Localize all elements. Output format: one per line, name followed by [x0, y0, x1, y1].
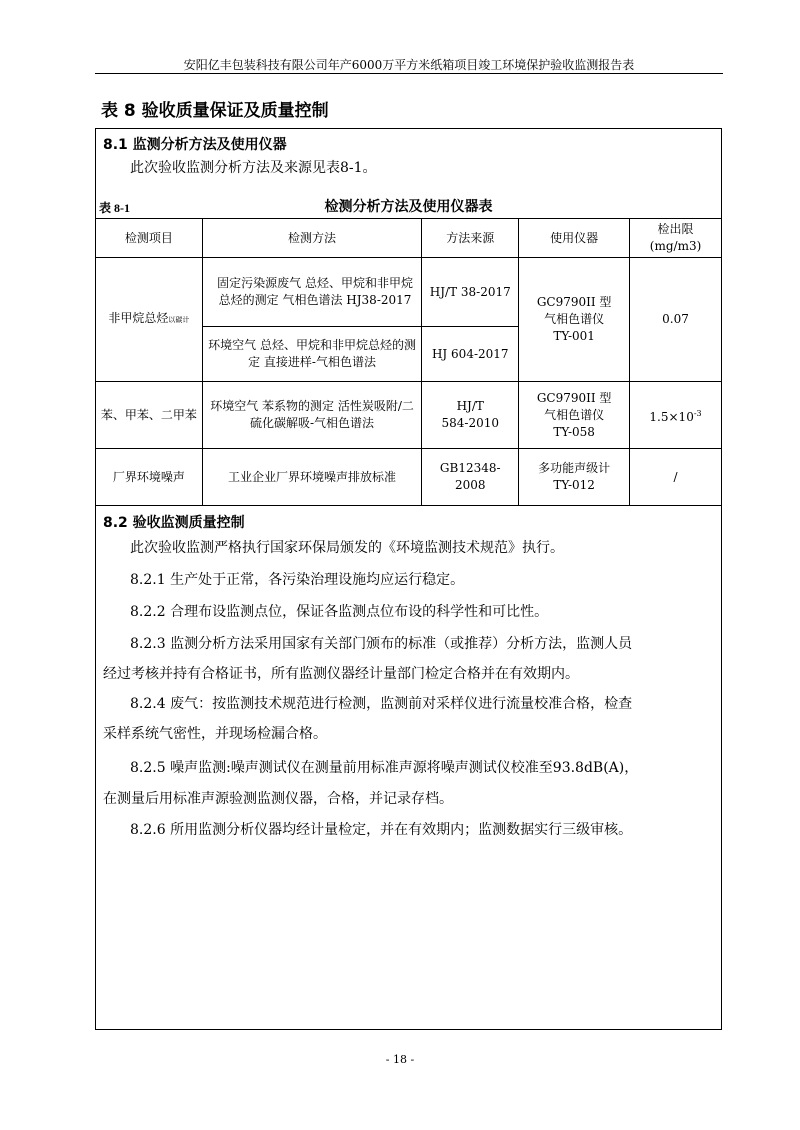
cell-method: 环境空气 总烃、甲烷和非甲烷总烃的测定 直接进样-气相色谱法	[202, 327, 422, 382]
header-item: 检测项目	[96, 219, 203, 258]
cell-source: HJ 604-2017	[422, 327, 519, 382]
limit-exponent: -3	[693, 408, 702, 418]
method-table	[95, 218, 722, 506]
cell-instrument	[519, 258, 630, 382]
instrument-model: GC9790II 型	[536, 390, 612, 405]
instrument-type: 气相色谱仪	[544, 312, 605, 326]
paragraph: 8.2.3 监测分析方法采用国家有关部门颁布的标准（或推荐）分析方法，监测人员	[130, 636, 633, 652]
paragraph: 8.2.1 生产处于正常，各污染治理设施均应运行稳定。	[130, 572, 465, 588]
page-number: - 18 -	[385, 1053, 415, 1066]
item-nmhc-sub: 以碳计	[168, 316, 190, 324]
table-row	[96, 449, 722, 506]
paragraph: 8.2.2 合理布设监测点位，保证各监测点位布设的科学性和可比性。	[130, 604, 549, 620]
table-number: 表 8-1	[99, 201, 130, 215]
cell-item-benzene: 苯、甲苯、二甲苯	[96, 382, 203, 449]
cell-method: 固定污染源废气 总烃、甲烷和非甲烷总烃的测定 气相色谱法 HJ38-2017	[202, 258, 422, 327]
header-limit	[630, 219, 722, 258]
paragraph: 此次验收监测严格执行国家环保局颁发的《环境监测技术规范》执行。	[130, 540, 564, 556]
paragraph: 采样系统气密性，并现场检漏合格。	[103, 726, 327, 742]
item-nmhc-label: 非甲烷总烃	[108, 311, 169, 325]
instrument-model: GC9790II 型	[536, 295, 612, 309]
header-limit-label: 检出限	[657, 222, 694, 236]
paragraph: 8.2.6 所用监测分析仪器均经计量检定，并在有效期内；监测数据实行三级审核。	[130, 822, 633, 838]
cell-source	[422, 382, 519, 449]
document-header: 安阳亿丰包装科技有限公司年产6000万平方米纸箱项目竣工环境保护验收监测报告表	[183, 58, 635, 72]
subsection-title-8-1: 8.1 监测分析方法及使用仪器	[103, 137, 287, 153]
cell-limit: /	[630, 449, 722, 506]
header-divider	[95, 73, 723, 74]
table-caption: 检测分析方法及使用仪器表	[324, 199, 493, 215]
table-row	[96, 258, 722, 327]
section-title: 表 8 验收质量保证及质量控制	[101, 101, 329, 121]
cell-item-noise: 厂界环境噪声	[96, 449, 203, 506]
table-header-row	[96, 219, 722, 258]
instrument-id: TY-058	[553, 424, 595, 439]
source-line: HJ/T	[456, 399, 484, 413]
instrument-type: 多功能声级计	[538, 461, 611, 475]
instrument-id: TY-001	[553, 329, 595, 343]
source-line: 584-2010	[441, 416, 499, 430]
table-row	[96, 382, 722, 449]
subsection-title-8-2: 8.2 验收监测质量控制	[103, 515, 245, 531]
header-method: 检测方法	[202, 219, 422, 258]
limit-base: 1.5×10	[649, 409, 694, 424]
cell-item-nmhc	[96, 258, 203, 382]
instrument-type: 气相色谱仪	[544, 407, 605, 422]
paragraph: 8.2.5 噪声监测:噪声测试仪在测量前用标准声源将噪声测试仪校准至93.8dB(A)，	[130, 760, 639, 776]
cell-method: 工业企业厂界环境噪声排放标准	[202, 449, 422, 506]
paragraph: 经过考核并持有合格证书，所有监测仪器经计量部门检定合格并在有效期内。	[103, 666, 579, 682]
cell-method: 环境空气 苯系物的测定 活性炭吸附/二硫化碳解吸-气相色谱法	[202, 382, 422, 449]
cell-limit: 0.07	[630, 258, 722, 382]
cell-source: GB12348-2008	[422, 449, 519, 506]
paragraph: 在测量后用标准声源验测监测仪器，合格，并记录存档。	[103, 791, 453, 807]
instrument-id: TY-012	[553, 478, 595, 492]
paragraph: 8.2.4 废气：按监测技术规范进行检测，监测前对采样仪进行流量校准合格，检查	[130, 696, 633, 712]
header-source: 方法来源	[422, 219, 519, 258]
cell-instrument	[519, 449, 630, 506]
header-instrument: 使用仪器	[519, 219, 630, 258]
cell-source: HJ/T 38-2017	[422, 258, 519, 327]
header-limit-unit: (mg/m3)	[649, 239, 702, 253]
cell-instrument	[519, 382, 630, 449]
paragraph-intro: 此次验收监测分析方法及来源见表8-1。	[130, 160, 377, 176]
cell-limit	[630, 382, 722, 449]
